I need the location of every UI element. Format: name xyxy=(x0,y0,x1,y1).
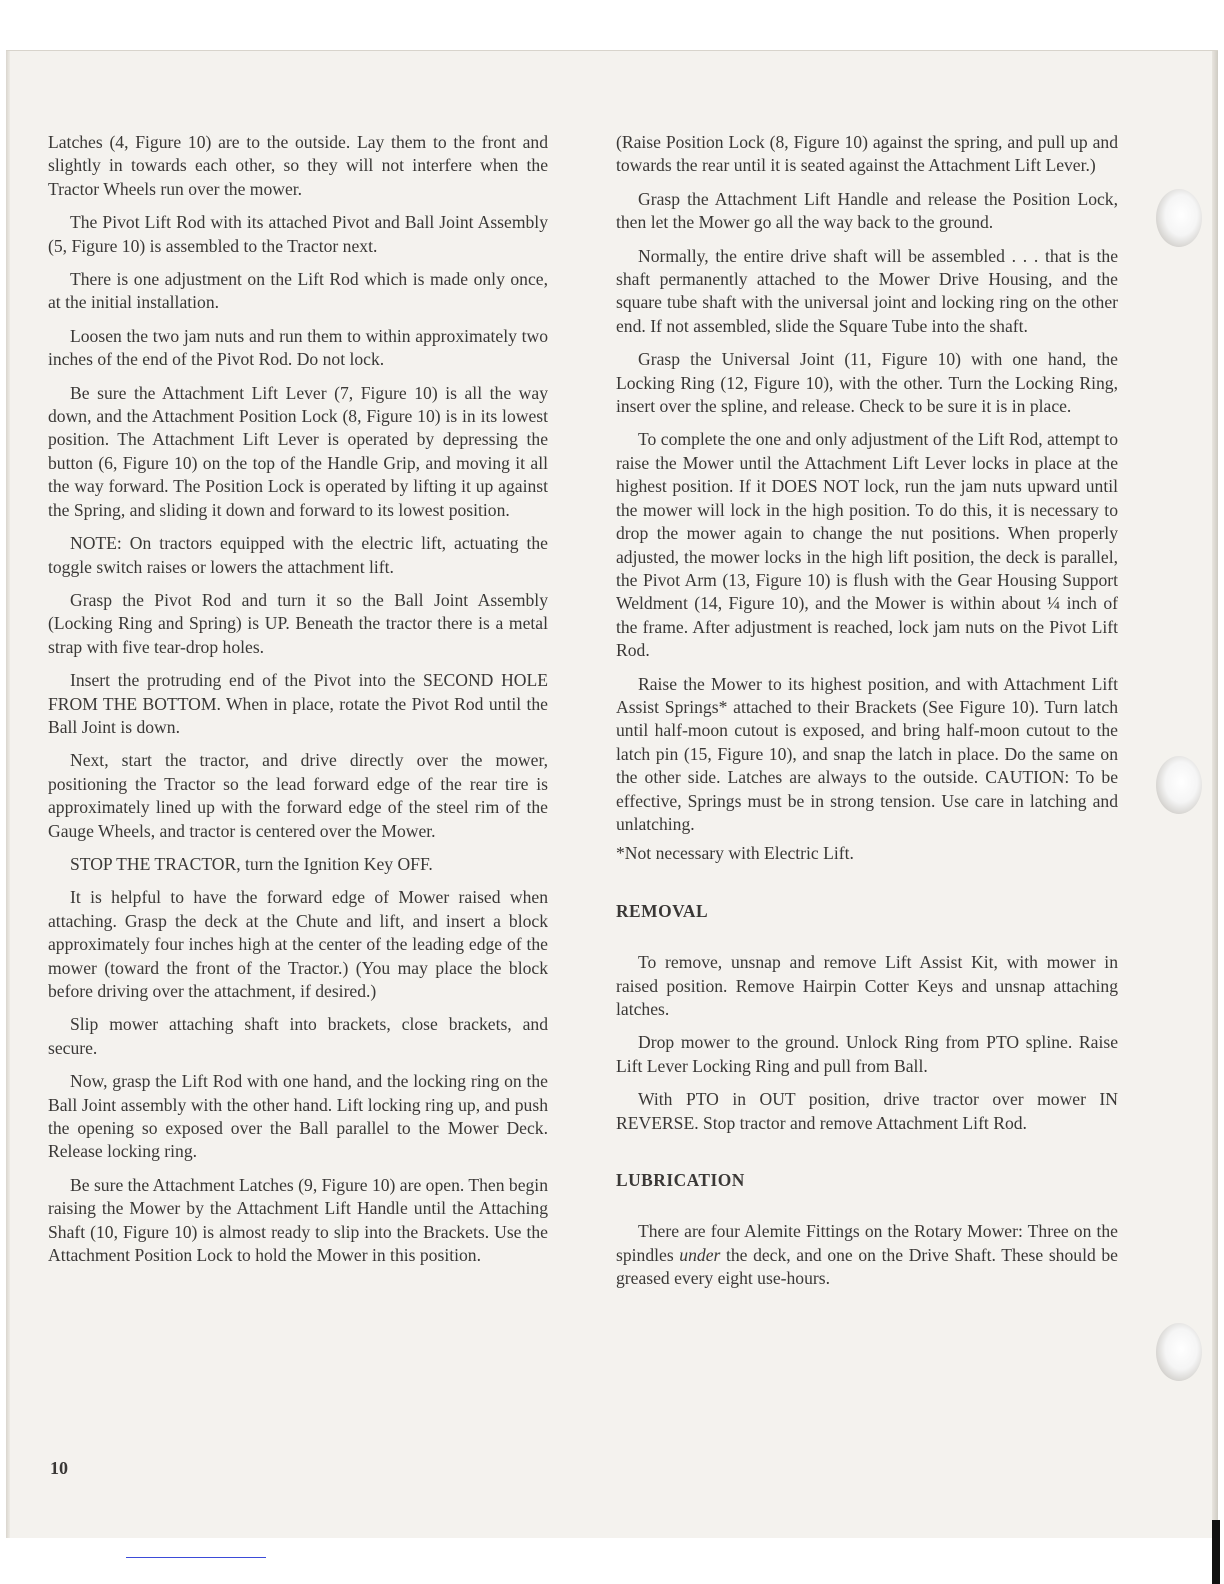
left-column xyxy=(48,131,548,1277)
paragraph: Next, start the tractor, and drive directly over the mower, positioning the Tractor so the lead forward edge of the rear tire is approximately lined up with the forward edge of the steel rim of the Gauge Wheels, and tractor is centered over the Mower. xyxy=(48,750,548,841)
lubrication-emphasis: under xyxy=(679,1244,721,1265)
paragraph: (Raise Position Lock (8, Figure 10) against the spring, and pull up and towards the rear until it is seated against the Attachment Lift Lever.) xyxy=(616,132,1118,176)
removal-heading: REMOVAL xyxy=(616,900,709,921)
note-paragraph: NOTE: On tractors equipped with the electric lift, actuating the toggle switch raises or lowers the attachment lift. xyxy=(48,533,548,577)
scanned-page xyxy=(6,50,1218,1539)
paragraph: Be sure the Attachment Latches (9, Figure 10) are open. Then begin raising the Mower by the Attachment Lift Handle until the Attaching Shaft (10, Figure 10) is almost ready to slip into the Brackets. Use the Attachment Position Lock to hold the Mower in this position. xyxy=(48,1174,548,1266)
paragraph: It is helpful to have the forward edge of Mower raised when attaching. Grasp the deck at the Chute and lift, and insert a block approximately four inches high at the center of the leading edge of the mower (toward the front of the Tractor.) (You may place the block before driving over the attachment, if desired.) xyxy=(48,887,548,1001)
scan-artifact-line xyxy=(126,1557,266,1558)
footnote: *Not necessary with Electric Lift. xyxy=(616,843,854,864)
paragraph: Insert the protruding end of the Pivot into the SECOND HOLE FROM THE BOTTOM. When in place, rotate the Pivot Rod until the Ball Joint is down. xyxy=(48,670,548,737)
page-number: 10 xyxy=(50,1458,68,1478)
paragraph: There is one adjustment on the Lift Rod which is made only once, at the initial installation. xyxy=(48,269,548,313)
paragraph: Grasp the Attachment Lift Handle and release the Position Lock, then let the Mower go all the way back to the ground. xyxy=(616,188,1118,233)
lubrication-text-before: There are four Alemite Fittings on the Rotary Mower: Three on the spindles xyxy=(616,1221,1118,1265)
paragraph: Be sure the Attachment Lift Lever (7, Figure 10) is all the way down, and the Attachment Position Lock (8, Figure 10) is in its lowest position. The Attachment Lift Lever is operated by depressing the button (6, Figure 10) on the top of the Handle Grip, and moving it all the way forward. The Position Lock is operated by lifting it up against the Spring, and sliding it down and forward to its lowest position. xyxy=(48,382,548,520)
paragraph: Slip mower attaching shaft into brackets, close brackets, and secure. xyxy=(48,1014,548,1058)
paragraph: Now, grasp the Lift Rod with one hand, and the locking ring on the Ball Joint assembly with the other hand. Lift locking ring up, and push the opening so exposed over the Ball parallel to the Mower Deck. Release locking ring. xyxy=(48,1071,548,1162)
scan-edge-mark xyxy=(1212,1520,1220,1584)
paragraph: Grasp the Pivot Rod and turn it so the Ball Joint Assembly (Locking Ring and Spring) is UP. Beneath the tractor there is a metal strap with five tear-drop holes. xyxy=(48,589,548,657)
lubrication-paragraph xyxy=(616,1220,1118,1290)
paragraph: To complete the one and only adjustment of the Lift Rod, attempt to raise the Mower until the Attachment Lift Lever locks in place at the highest position. If it DOES NOT lock, run the jam nuts upward until the mower will lock in the high position. To do this, it is necessary to drop the mower again to change the nut positions. When properly adjusted, the mower locks in the high lift position, the deck is parallel, the Pivot Arm (13, Figure 10) is flush with the Gear Housing Support Weldment (14, Figure 10), and the Mower is within about ¼ inch of the frame. After adjustment is reached, lock jam nuts on the Pivot Lift Rod. xyxy=(616,429,1118,661)
paragraph: With PTO in OUT position, drive tractor over mower IN REVERSE. Stop tractor and remove Attachment Lift Rod. xyxy=(616,1089,1118,1133)
paragraph: Normally, the entire drive shaft will be assembled . . . that is the shaft permanently attached to the Mower Drive Housing, and the square tube shaft with the universal joint and locking ring on the other end. If not assembled, slide the Square Tube into the shaft. xyxy=(616,245,1118,336)
paragraph: Raise the Mower to its highest position, and with Attachment Lift Assist Springs* attached to their Brackets (See Figure 10). Turn latch until half-moon cutout is exposed, and bring half-moon cutout to the latch pin (15, Figure 10), and snap the latch in place. Do the same on the other side. Latches are always to the outside. CAUTION: To be effective, Springs must be in strong tension. Use care in latching and unlatching. xyxy=(616,673,1118,834)
binder-hole xyxy=(1156,756,1202,814)
lubrication-text-after: the deck, and one on the Drive Shaft. These should be greased every eight use-hours. xyxy=(616,1244,1118,1289)
paragraph: Drop mower to the ground. Unlock Ring from PTO spline. Raise Lift Lever Locking Ring and pull from Ball. xyxy=(616,1032,1118,1076)
lubrication-heading: LUBRICATION xyxy=(616,1170,745,1191)
paragraph: To remove, unsnap and remove Lift Assist Kit, with mower in raised position. Remove Hairpin Cotter Keys and unsnap attaching latches. xyxy=(616,952,1118,1019)
binder-hole xyxy=(1156,189,1202,247)
binder-hole xyxy=(1156,1323,1202,1381)
paragraph: Latches (4, Figure 10) are to the outside. Lay them to the front and slightly in towards each other, so they will not interfere when the Tractor Wheels run over the mower. xyxy=(48,132,548,199)
page-edge-left xyxy=(6,51,10,1539)
paragraph: The Pivot Lift Rod with its attached Pivot and Ball Joint Assembly (5, Figure 10) is assembled to the Tractor next. xyxy=(48,212,548,256)
scan-margin-bottom xyxy=(0,1538,1224,1584)
page-edge-right xyxy=(1212,51,1218,1539)
right-column xyxy=(616,131,1118,1301)
paragraph: Loosen the two jam nuts and run them to within approximately two inches of the end of the Pivot Rod. Do not lock. xyxy=(48,325,548,370)
paragraph: STOP THE TRACTOR, turn the Ignition Key OFF. xyxy=(70,853,433,874)
paragraph: Grasp the Universal Joint (11, Figure 10) with one hand, the Locking Ring (12, Figure 10), with the other. Turn the Locking Ring, insert over the spline, and release. Check to be sure it is in place. xyxy=(616,349,1118,417)
